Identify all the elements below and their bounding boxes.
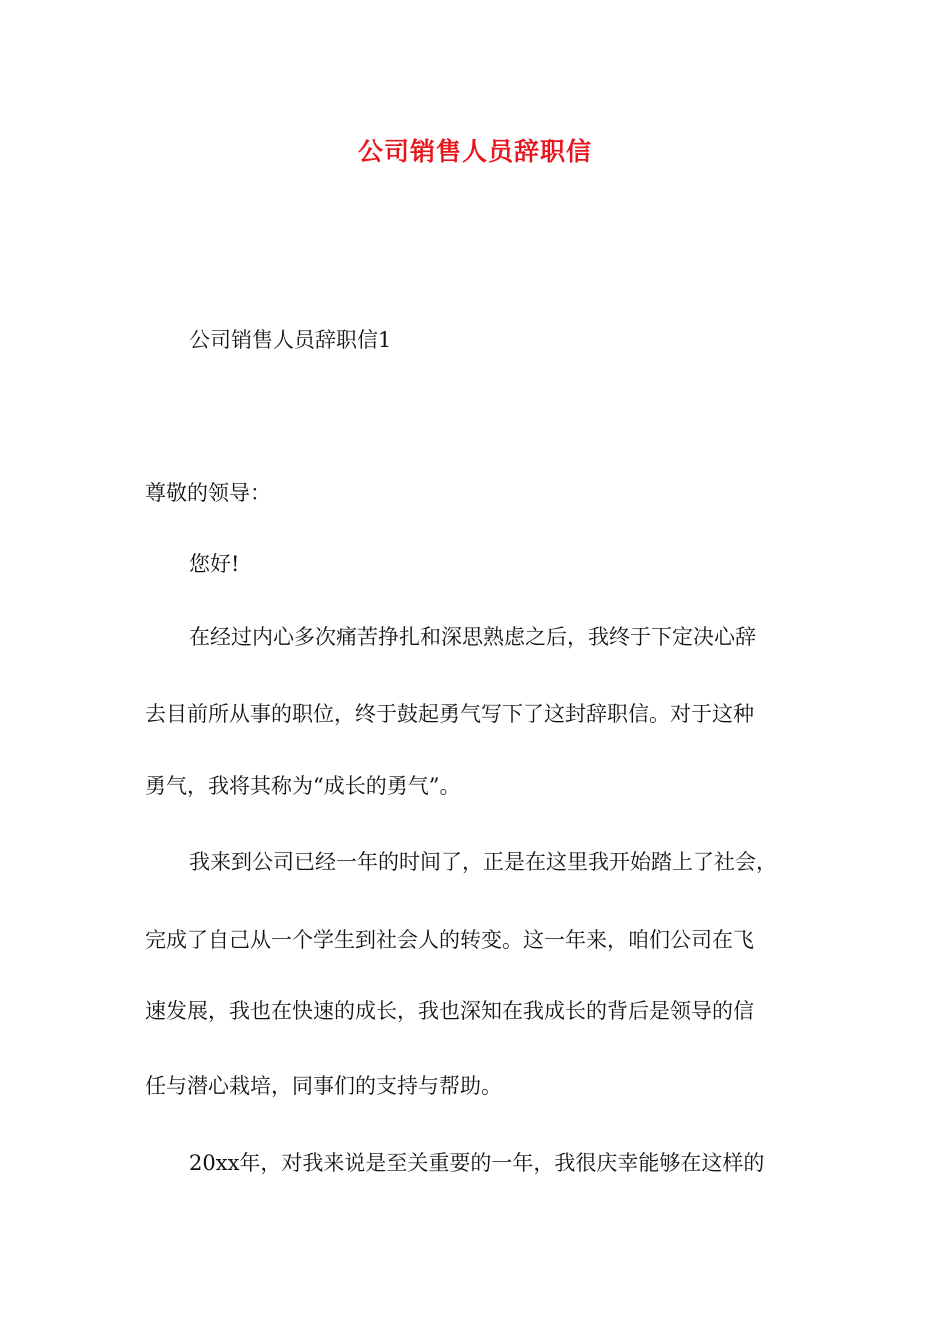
paragraph-line: 任与潜心栽培，同事们的支持与帮助。 [145, 1074, 502, 1098]
salutation: 尊敬的领导： [145, 481, 271, 505]
paragraph-line: 完成了自己从一个学生到社会人的转变。这一年来，咱们公司在飞 [145, 928, 754, 952]
paragraph-line: 在经过内心多次痛苦挣扎和深思熟虑之后，我终于下定决心辞 [189, 625, 756, 649]
paragraph-line: 20xx年，对我来说是至关重要的一年，我很庆幸能够在这样的 [189, 1151, 765, 1175]
document-title: 公司销售人员辞职信 [357, 137, 592, 166]
paragraph-line: 勇气，我将其称为“成长的勇气”。 [145, 774, 461, 798]
paragraph-line: 速发展，我也在快速的成长，我也深知在我成长的背后是领导的信 [145, 999, 754, 1023]
paragraph-line: 去目前所从事的职位，终于鼓起勇气写下了这封辞职信。对于这种 [145, 702, 754, 726]
letter-heading: 公司销售人员辞职信1 [189, 328, 392, 352]
paragraph-line: 我来到公司已经一年的时间了，正是在这里我开始踏上了社会， [189, 850, 777, 874]
greeting: 您好! [189, 552, 240, 576]
